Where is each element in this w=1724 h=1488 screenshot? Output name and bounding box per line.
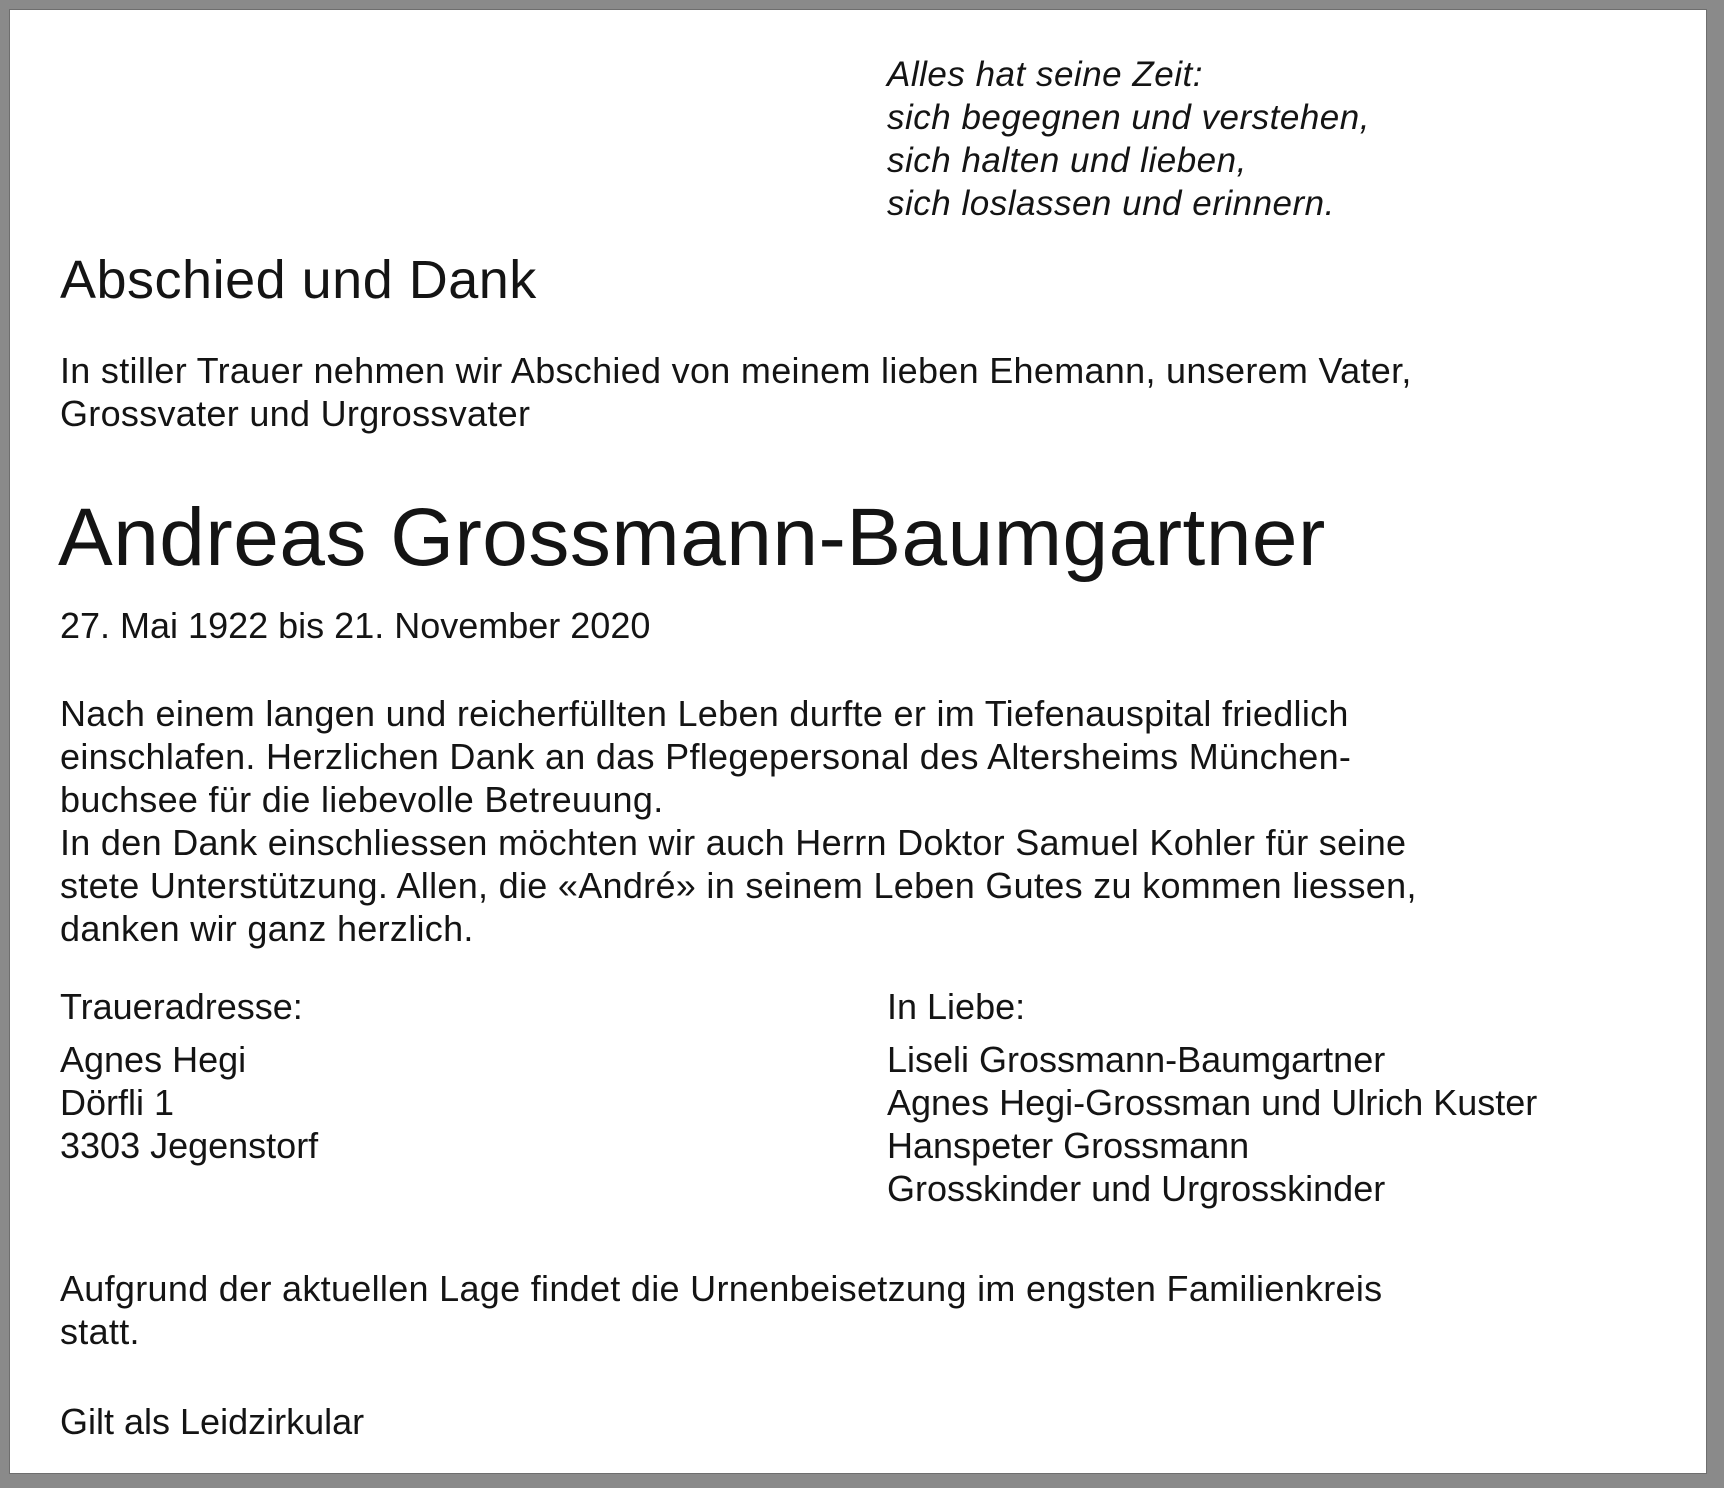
motto-line: sich loslassen und erinnern.	[887, 184, 1335, 223]
family-member: Liseli Grossmann-Baumgartner	[887, 1039, 1386, 1080]
body-paragraph	[60, 692, 1417, 950]
mourning-address	[60, 985, 318, 1167]
body-line: In den Dank einschliessen möchten wir auch Herrn Doktor Samuel Kohler für seine	[60, 822, 1407, 863]
burial-notice-line: Aufgrund der aktuellen Lage findet die Urnenbeisetzung im engsten Familienkreis	[60, 1268, 1383, 1309]
address-line: Agnes Hegi	[60, 1039, 247, 1080]
family-label: In Liebe:	[887, 986, 1026, 1027]
body-line: danken wir ganz herzlich.	[60, 908, 474, 949]
body-line: buchsee für die liebevolle Betreuung.	[60, 779, 664, 820]
family-signatures	[887, 985, 1537, 1210]
address-line: 3303 Jegenstorf	[60, 1125, 319, 1166]
address-line: Dörfli 1	[60, 1082, 175, 1123]
life-dates: 27. Mai 1922 bis 21. November 2020	[60, 605, 651, 646]
burial-notice	[60, 1267, 1382, 1353]
body-line: stete Unterstützung. Allen, die «André» in seinem Leben Gutes zu kommen liessen,	[60, 865, 1417, 906]
body-line: Nach einem langen und reicherfüllten Leben durfte er im Tiefenauspital friedlich	[60, 693, 1349, 734]
family-member: Hanspeter Grossmann	[887, 1125, 1250, 1166]
circular-note: Gilt als Leidzirkular	[60, 1401, 365, 1442]
motto-line: sich begegnen und verstehen,	[887, 98, 1370, 137]
motto-line: sich halten und lieben,	[887, 141, 1247, 180]
intro-paragraph	[60, 349, 1412, 435]
family-member: Grosskinder und Urgrosskinder	[887, 1168, 1386, 1209]
body-line: einschlafen. Herzlichen Dank an das Pflegepersonal des Altersheims München-	[60, 736, 1352, 777]
deceased-name: Andreas Grossmann-Baumgartner	[58, 492, 1326, 583]
burial-notice-line: statt.	[60, 1311, 140, 1352]
mourning-address-label: Traueradresse:	[60, 986, 303, 1027]
family-member: Agnes Hegi-Grossman und Ulrich Kuster	[887, 1082, 1538, 1123]
page-heading: Abschied und Dank	[60, 250, 537, 310]
obituary-page	[10, 10, 1706, 1473]
intro-line: In stiller Trauer nehmen wir Abschied von meinem lieben Ehemann, unserem Vater,	[60, 350, 1412, 391]
motto-quote	[887, 53, 1370, 225]
intro-line: Grossvater und Urgrossvater	[60, 393, 531, 434]
motto-line: Alles hat seine Zeit:	[887, 55, 1203, 94]
